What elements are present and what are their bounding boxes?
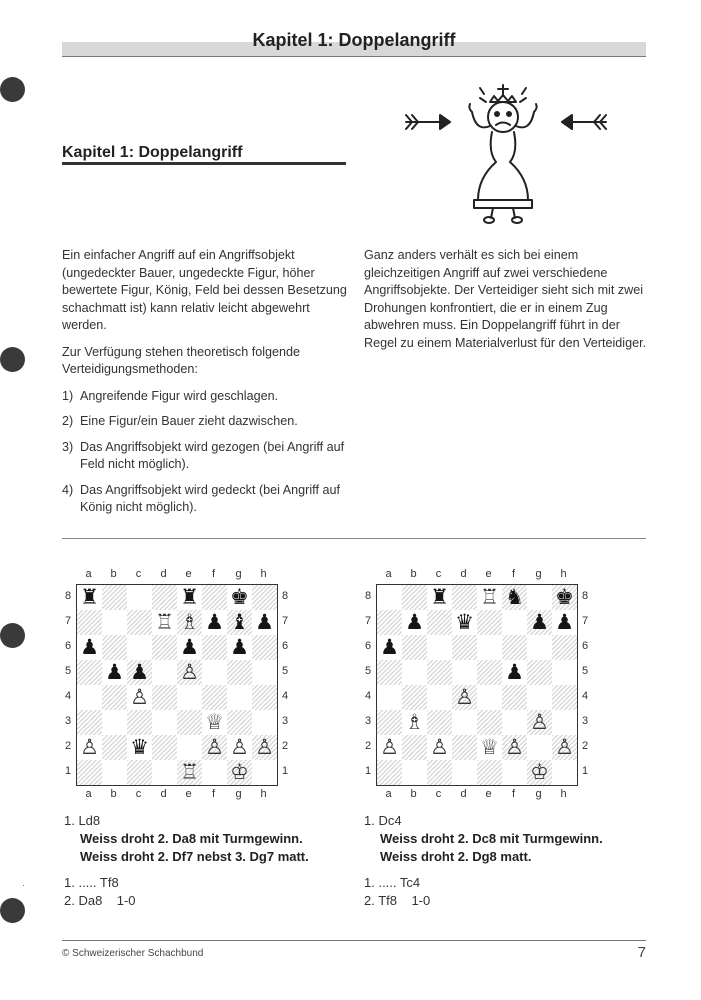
file-label-e: e <box>485 788 492 800</box>
chess-piece-h7: ♟ <box>555 610 574 634</box>
move-line: 2. Da8 1-0 <box>64 893 136 908</box>
board-square <box>202 760 227 785</box>
rank-label-7: 7 <box>281 615 289 627</box>
rank-label-6: 6 <box>64 640 72 652</box>
board-square <box>377 760 402 785</box>
board-square <box>152 710 177 735</box>
binder-hole-1 <box>0 77 25 102</box>
board-square <box>477 710 502 735</box>
board-square <box>527 735 552 760</box>
chess-piece-e8: ♜ <box>180 585 199 609</box>
file-label-c: c <box>435 788 442 800</box>
board-square <box>227 685 252 710</box>
section-title: Kapitel 1: Doppelangriff <box>62 144 243 161</box>
chess-piece-c5: ♟ <box>130 660 149 684</box>
rank-label-8: 8 <box>281 590 289 602</box>
board-square <box>552 685 577 710</box>
rank-label-3: 3 <box>281 715 289 727</box>
board-square <box>252 585 277 610</box>
chess-piece-c2: ♛ <box>130 735 149 759</box>
board-square <box>402 760 427 785</box>
section-underline <box>62 162 346 165</box>
rank-label-6: 6 <box>364 640 372 652</box>
chess-piece-c8: ♜ <box>430 585 449 609</box>
board-square <box>427 760 452 785</box>
board-square <box>427 685 452 710</box>
rank-label-7: 7 <box>581 615 589 627</box>
board-square <box>452 760 477 785</box>
board-square <box>552 710 577 735</box>
board-square <box>152 685 177 710</box>
board-square <box>477 635 502 660</box>
file-label-h: h <box>260 568 267 580</box>
board-square <box>127 585 152 610</box>
file-label-e: e <box>185 568 192 580</box>
binder-hole-4 <box>0 898 25 923</box>
list-item: 1) Angreifende Figur wird geschlagen. <box>62 388 279 403</box>
board-square <box>152 735 177 760</box>
board-square <box>527 660 552 685</box>
rank-label-1: 1 <box>64 765 72 777</box>
chess-piece-g7: ♝ <box>230 610 249 634</box>
board-square <box>202 585 227 610</box>
king-double-attack-illustration <box>400 82 612 227</box>
file-label-a: a <box>385 568 392 580</box>
board-square <box>502 635 527 660</box>
board-square <box>77 685 102 710</box>
board-square <box>552 760 577 785</box>
chess-piece-d7: ♛ <box>455 610 474 634</box>
board-square <box>252 760 277 785</box>
move-line: 2. Tf8 1-0 <box>364 893 431 908</box>
file-label-f: f <box>511 788 516 800</box>
board-square <box>252 635 277 660</box>
double-attack-paragraph: Ganz anders verhält es sich bei einem gleichzeitigen Angriff auf zwei verschiedene Angriffsobjekte. Der Verteidiger sieht sich mit zwei Drohungen konfrontiert, die er in einem Zug abwehren muss. Ein Doppelangriff führt in der Regel zu einem Materialverlust für den Verteidiger. <box>364 248 647 350</box>
board-square <box>102 585 127 610</box>
board-square <box>77 760 102 785</box>
rank-label-1: 1 <box>364 765 372 777</box>
rank-label-5: 5 <box>64 665 72 677</box>
board-square <box>502 610 527 635</box>
chess-piece-a6: ♟ <box>80 635 99 659</box>
board-square <box>427 610 452 635</box>
board-square <box>527 635 552 660</box>
file-label-h: h <box>560 788 567 800</box>
file-label-h: h <box>260 788 267 800</box>
board-square <box>452 635 477 660</box>
rank-label-5: 5 <box>581 665 589 677</box>
rank-label-3: 3 <box>364 715 372 727</box>
move-line: 1. Ld8 <box>64 813 101 828</box>
chess-piece-a6: ♟ <box>380 635 399 659</box>
chess-piece-e2: ♕ <box>480 735 499 759</box>
file-label-a: a <box>85 568 92 580</box>
list-item: 4) Das Angriffsobjekt wird gedeckt (bei Angriff auf König nicht möglich). <box>62 482 340 514</box>
board-square <box>252 660 277 685</box>
move-line: 1. ..... Tc4 <box>364 875 421 890</box>
file-label-g: g <box>235 788 242 800</box>
methods-intro: Zur Verfügung stehen theoretisch folgende Verteidigungsmethoden: <box>62 344 301 376</box>
chess-piece-f3: ♕ <box>205 710 224 734</box>
chess-piece-h2: ♙ <box>555 735 574 759</box>
left-arrow-icon <box>406 115 450 129</box>
board-square <box>452 660 477 685</box>
chess-piece-h8: ♚ <box>555 585 574 609</box>
chess-piece-h7: ♟ <box>255 610 274 634</box>
board-square <box>77 660 102 685</box>
chess-piece-g3: ♙ <box>530 710 549 734</box>
board-square <box>252 710 277 735</box>
rank-label-2: 2 <box>64 740 72 752</box>
file-label-g: g <box>535 568 542 580</box>
board-square <box>452 585 477 610</box>
right-arrow-icon <box>562 115 606 129</box>
chess-piece-e7: ♗ <box>180 610 199 634</box>
board-square <box>527 685 552 710</box>
file-label-e: e <box>185 788 192 800</box>
board-square <box>402 585 427 610</box>
rank-label-4: 4 <box>364 690 372 702</box>
rank-label-2: 2 <box>581 740 589 752</box>
move-line: 1. Dc4 <box>364 813 402 828</box>
file-label-c: c <box>135 788 142 800</box>
board-square <box>177 735 202 760</box>
board-square <box>177 710 202 735</box>
file-label-d: d <box>460 788 467 800</box>
chess-board <box>376 584 578 786</box>
chess-piece-c2: ♙ <box>430 735 449 759</box>
rank-label-2: 2 <box>364 740 372 752</box>
chess-piece-b3: ♗ <box>405 710 424 734</box>
file-label-e: e <box>485 568 492 580</box>
board-square <box>102 735 127 760</box>
board-square <box>502 710 527 735</box>
list-item: 3) Das Angriffsobjekt wird gezogen (bei Angriff auf Feld nicht möglich). <box>62 439 345 471</box>
footer-rule <box>62 940 646 941</box>
rank-label-5: 5 <box>281 665 289 677</box>
chess-piece-c4: ♙ <box>130 685 149 709</box>
board-square <box>402 660 427 685</box>
board-square <box>127 760 152 785</box>
rank-label-6: 6 <box>281 640 289 652</box>
board-square <box>502 760 527 785</box>
rank-label-5: 5 <box>364 665 372 677</box>
file-label-g: g <box>235 568 242 580</box>
board-square <box>177 685 202 710</box>
moves-diagram-1 <box>64 812 354 910</box>
board-square <box>477 610 502 635</box>
rank-label-8: 8 <box>581 590 589 602</box>
board-square <box>377 660 402 685</box>
board-square <box>202 635 227 660</box>
board-square <box>202 685 227 710</box>
file-label-h: h <box>560 568 567 580</box>
chess-piece-g1: ♔ <box>230 760 249 784</box>
threat-line: Weiss droht 2. Dc8 mit Turmgewinn. <box>380 831 603 846</box>
board-square <box>77 610 102 635</box>
chess-piece-f5: ♟ <box>505 660 524 684</box>
board-square <box>477 760 502 785</box>
board-square <box>402 735 427 760</box>
board-square <box>127 635 152 660</box>
moves-diagram-2 <box>364 812 654 910</box>
binder-hole-2 <box>0 347 25 372</box>
header-rule <box>62 56 646 57</box>
rank-label-2: 2 <box>281 740 289 752</box>
board-square <box>502 685 527 710</box>
board-square <box>127 710 152 735</box>
right-text-column <box>364 247 648 361</box>
rank-label-3: 3 <box>581 715 589 727</box>
threat-line: Weiss droht 2. Dg8 matt. <box>380 849 532 864</box>
chess-piece-d4: ♙ <box>455 685 474 709</box>
file-label-f: f <box>211 788 216 800</box>
chess-piece-a2: ♙ <box>380 735 399 759</box>
file-label-d: d <box>160 568 167 580</box>
board-square <box>552 660 577 685</box>
chess-piece-g2: ♙ <box>230 735 249 759</box>
rank-label-3: 3 <box>64 715 72 727</box>
chess-board <box>76 584 278 786</box>
chess-piece-g6: ♟ <box>230 635 249 659</box>
board-square <box>102 610 127 635</box>
board-square <box>477 685 502 710</box>
rank-label-4: 4 <box>64 690 72 702</box>
chess-piece-b7: ♟ <box>405 610 424 634</box>
board-square <box>477 660 502 685</box>
board-square <box>227 660 252 685</box>
chess-piece-a2: ♙ <box>80 735 99 759</box>
board-square <box>252 685 277 710</box>
chess-piece-f2: ♙ <box>205 735 224 759</box>
section-divider <box>62 538 646 539</box>
board-square <box>377 610 402 635</box>
chess-piece-b5: ♟ <box>105 660 124 684</box>
chess-piece-f2: ♙ <box>505 735 524 759</box>
board-square <box>102 710 127 735</box>
chess-piece-e5: ♙ <box>180 660 199 684</box>
chess-piece-h2: ♙ <box>255 735 274 759</box>
move-line: 1. ..... Tf8 <box>64 875 119 890</box>
file-label-b: b <box>110 568 117 580</box>
rank-label-8: 8 <box>64 590 72 602</box>
board-square <box>377 585 402 610</box>
rank-label-4: 4 <box>581 690 589 702</box>
rank-label-1: 1 <box>281 765 289 777</box>
intro-paragraph: Ein einfacher Angriff auf ein Angriffsobjekt (ungedeckter Bauer, ungedeckte Figur, höher bewertete Figur, König, Feld bei dessen Besetzung schachmatt ist) kann relativ leicht abgewehrt werden. <box>62 248 347 332</box>
rank-label-1: 1 <box>581 765 589 777</box>
chess-piece-f7: ♟ <box>205 610 224 634</box>
footer-copyright: © Schweizerischer Schachbund <box>62 948 204 959</box>
left-text-column <box>62 247 348 525</box>
board-square <box>152 635 177 660</box>
margin-mark: · <box>22 880 25 890</box>
chess-piece-e6: ♟ <box>180 635 199 659</box>
chess-piece-f8: ♞ <box>505 585 524 609</box>
board-square <box>152 660 177 685</box>
rank-label-6: 6 <box>581 640 589 652</box>
board-square <box>452 710 477 735</box>
board-square <box>427 710 452 735</box>
chess-piece-a8: ♜ <box>80 585 99 609</box>
board-square <box>77 710 102 735</box>
board-square <box>377 685 402 710</box>
file-label-a: a <box>85 788 92 800</box>
board-square <box>102 760 127 785</box>
file-label-f: f <box>211 568 216 580</box>
file-label-f: f <box>511 568 516 580</box>
file-label-c: c <box>435 568 442 580</box>
rank-label-7: 7 <box>364 615 372 627</box>
chess-piece-g1: ♔ <box>530 760 549 784</box>
rank-label-7: 7 <box>64 615 72 627</box>
board-square <box>527 585 552 610</box>
board-square <box>227 710 252 735</box>
file-label-b: b <box>110 788 117 800</box>
page-number: 7 <box>637 944 646 961</box>
board-square <box>152 760 177 785</box>
board-square <box>152 585 177 610</box>
rank-label-8: 8 <box>364 590 372 602</box>
file-label-g: g <box>535 788 542 800</box>
board-square <box>102 685 127 710</box>
board-square <box>402 635 427 660</box>
board-square <box>377 710 402 735</box>
binder-hole-3 <box>0 623 25 648</box>
board-square <box>427 635 452 660</box>
file-label-d: d <box>160 788 167 800</box>
file-label-d: d <box>460 568 467 580</box>
chess-piece-d7: ♖ <box>155 610 174 634</box>
chess-piece-g7: ♟ <box>530 610 549 634</box>
list-item: 2) Eine Figur/ein Bauer zieht dazwischen. <box>62 414 298 428</box>
threat-line: Weiss droht 2. Df7 nebst 3. Dg7 matt. <box>80 849 309 864</box>
rank-label-4: 4 <box>281 690 289 702</box>
threat-line: Weiss droht 2. Da8 mit Turmgewinn. <box>80 831 303 846</box>
chess-piece-e1: ♖ <box>180 760 199 784</box>
board-square <box>452 735 477 760</box>
board-square <box>202 660 227 685</box>
chess-piece-g8: ♚ <box>230 585 249 609</box>
board-square <box>552 635 577 660</box>
file-label-b: b <box>410 568 417 580</box>
defense-methods-list <box>62 388 348 517</box>
board-square <box>127 610 152 635</box>
file-label-c: c <box>135 568 142 580</box>
board-square <box>427 660 452 685</box>
board-square <box>402 685 427 710</box>
chess-piece-e8: ♖ <box>480 585 499 609</box>
diagram-2 <box>362 568 602 798</box>
diagram-1 <box>62 568 302 798</box>
board-square <box>102 635 127 660</box>
page-header-title: Kapitel 1: Doppelangriff <box>252 30 456 50</box>
file-label-b: b <box>410 788 417 800</box>
file-label-a: a <box>385 788 392 800</box>
